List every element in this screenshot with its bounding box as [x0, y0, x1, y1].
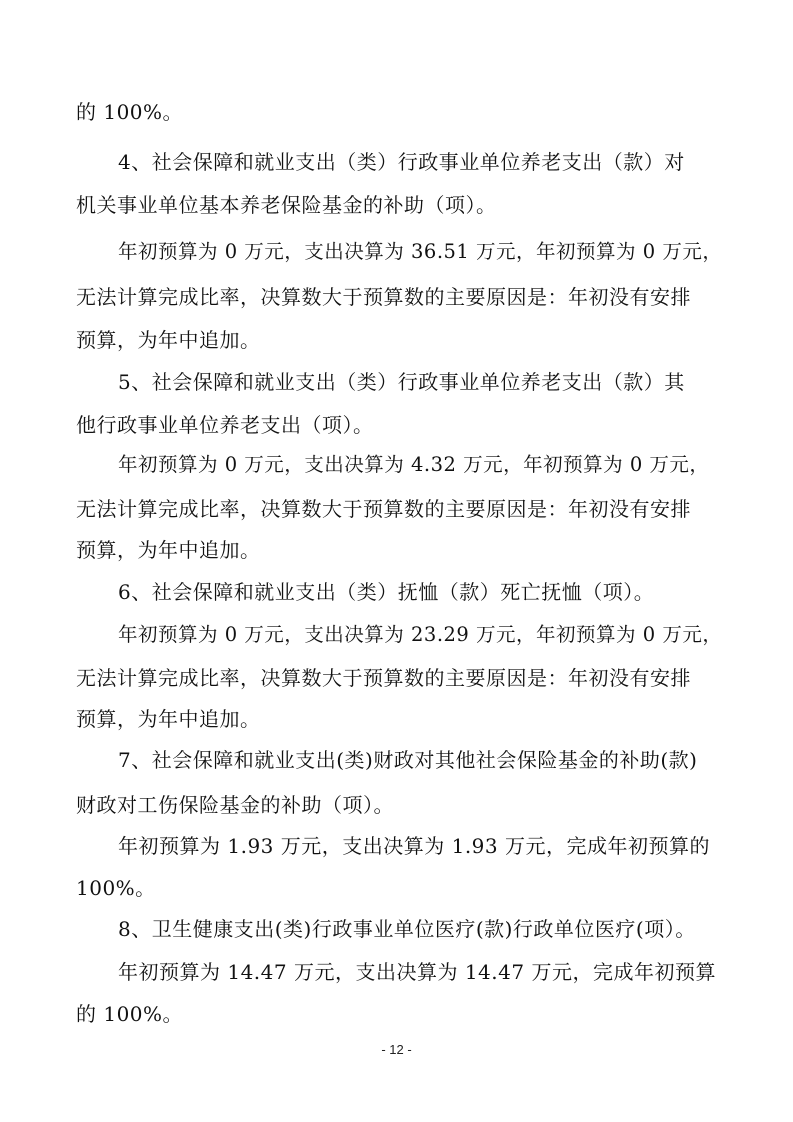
text-line: 5、社会保障和就业支出（类）行政事业单位养老支出（款）其	[118, 370, 685, 394]
text-line: 8、卫生健康支出(类)行政事业单位医疗(款)行政单位医疗(项）。	[118, 917, 696, 941]
text-line: 他行政事业单位养老支出（项）。	[76, 413, 374, 437]
text-line: 无法计算完成比率，决算数大于预算数的主要原因是：年初没有安排	[76, 285, 691, 309]
text-line: 无法计算完成比率，决算数大于预算数的主要原因是：年初没有安排	[76, 666, 691, 690]
text-line: 无法计算完成比率，决算数大于预算数的主要原因是：年初没有安排	[76, 497, 691, 521]
text-line: 7、社会保障和就业支出(类)财政对其他社会保险基金的补助(款)	[118, 748, 698, 772]
text-line: 年初预算为 1.93 万元，支出决算为 1.93 万元，完成年初预算的	[118, 834, 710, 858]
text-line: 预算，为年中追加。	[76, 328, 261, 352]
text-line: 6、社会保障和就业支出（类）抚恤（款）死亡抚恤（项）。	[118, 580, 655, 604]
text-line: 财政对工伤保险基金的补助（项）。	[76, 793, 394, 817]
text-line: 100%。	[76, 876, 156, 900]
text-line: 年初预算为 0 万元，支出决算为 36.51 万元，年初预算为 0 万元，	[118, 240, 723, 263]
text-line: 的 100%。	[76, 1002, 184, 1026]
text-line: 机关事业单位基本养老保险基金的补助（项）。	[76, 193, 497, 217]
text-line: 年初预算为 14.47 万元，支出决算为 14.47 万元，完成年初预算	[118, 960, 716, 984]
text-line: 年初预算为 0 万元，支出决算为 23.29 万元，年初预算为 0 万元，	[118, 623, 723, 646]
text-line: 预算，为年中追加。	[76, 707, 261, 731]
text-line: 4、社会保障和就业支出（类）行政事业单位养老支出（款）对	[118, 150, 685, 174]
text-line: 的 100%。	[76, 100, 184, 124]
text-line: 年初预算为 0 万元，支出决算为 4.32 万元，年初预算为 0 万元，	[118, 453, 710, 476]
page-number: - 12 -	[381, 1042, 412, 1057]
text-line: 预算，为年中追加。	[76, 538, 261, 562]
